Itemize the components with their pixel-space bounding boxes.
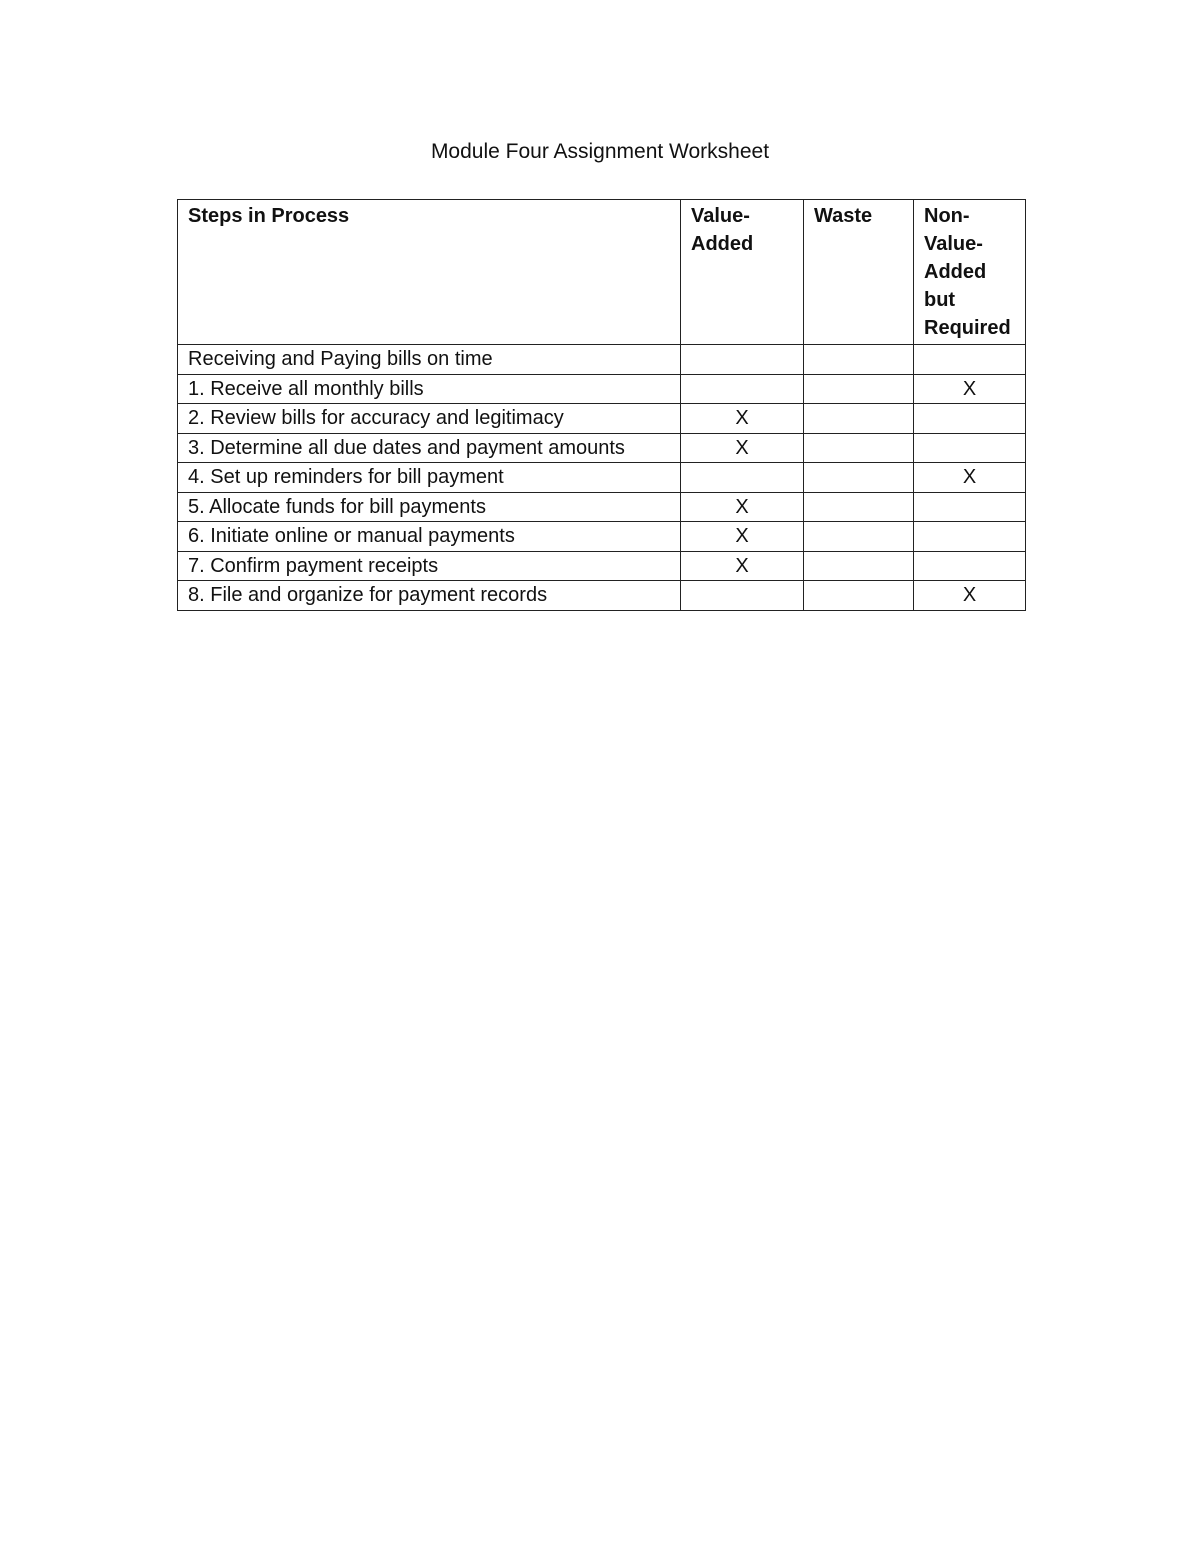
- page-title: Module Four Assignment Worksheet: [430, 140, 770, 163]
- table-header-row: [178, 200, 1026, 345]
- nva-required-cell: [914, 433, 1026, 463]
- nva-required-cell: [914, 404, 1026, 434]
- table-row: [178, 345, 1026, 375]
- table-row: [178, 374, 1026, 404]
- value-added-cell: X: [681, 522, 804, 552]
- nva-required-cell: X: [914, 463, 1026, 493]
- header-value-added: Value-Added: [681, 200, 804, 345]
- step-cell: 8. File and organize for payment records: [178, 581, 681, 611]
- nva-required-cell: [914, 522, 1026, 552]
- value-added-cell: [681, 345, 804, 375]
- waste-cell: [804, 551, 914, 581]
- value-added-cell: X: [681, 551, 804, 581]
- value-added-cell: [681, 374, 804, 404]
- step-cell: Receiving and Paying bills on time: [178, 345, 681, 375]
- step-cell: 7. Confirm payment receipts: [178, 551, 681, 581]
- table-row: [178, 404, 1026, 434]
- step-cell: 3. Determine all due dates and payment amounts: [178, 433, 681, 463]
- step-cell: 5. Allocate funds for bill payments: [178, 492, 681, 522]
- waste-cell: [804, 463, 914, 493]
- step-cell: 4. Set up reminders for bill payment: [178, 463, 681, 493]
- header-waste: Waste: [804, 200, 914, 345]
- table-row: [178, 433, 1026, 463]
- nva-required-cell: X: [914, 374, 1026, 404]
- waste-cell: [804, 492, 914, 522]
- table-row: [178, 551, 1026, 581]
- table-row: [178, 463, 1026, 493]
- nva-required-cell: [914, 551, 1026, 581]
- step-cell: 6. Initiate online or manual payments: [178, 522, 681, 552]
- nva-required-cell: X: [914, 581, 1026, 611]
- waste-cell: [804, 433, 914, 463]
- value-added-cell: [681, 463, 804, 493]
- nva-required-cell: [914, 345, 1026, 375]
- header-steps-in-process: Steps in Process: [178, 200, 681, 345]
- waste-cell: [804, 404, 914, 434]
- table-row: [178, 522, 1026, 552]
- process-worksheet-table: [177, 199, 1026, 611]
- waste-cell: [804, 345, 914, 375]
- step-cell: 1. Receive all monthly bills: [178, 374, 681, 404]
- value-added-cell: [681, 581, 804, 611]
- waste-cell: [804, 581, 914, 611]
- value-added-cell: X: [681, 404, 804, 434]
- step-cell: 2. Review bills for accuracy and legitimacy: [178, 404, 681, 434]
- nva-required-cell: [914, 492, 1026, 522]
- value-added-cell: X: [681, 492, 804, 522]
- table-row: [178, 492, 1026, 522]
- waste-cell: [804, 374, 914, 404]
- value-added-cell: X: [681, 433, 804, 463]
- waste-cell: [804, 522, 914, 552]
- table-row: [178, 581, 1026, 611]
- header-non-value-added-but-required: Non-Value-Added but Required: [914, 200, 1026, 345]
